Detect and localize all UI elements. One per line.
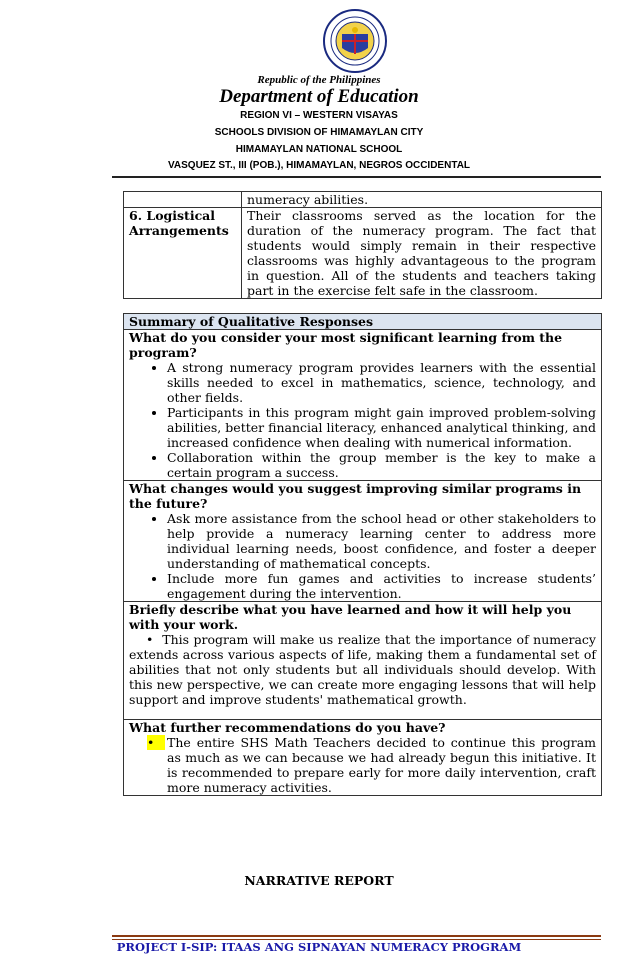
- answer-list-2: [129, 511, 596, 601]
- question-3: Briefly describe what you have learned and how it will help you with your work.: [129, 602, 572, 632]
- list-item: • Participants in this program might gain improved problem-solving abilities, better financial literacy, enhanced analytical thinking, and increased confidence when dealing with numerical information.: [167, 405, 596, 450]
- question-4: What further recommendations do you have?: [129, 720, 446, 735]
- table-row: [124, 314, 602, 330]
- list-item: [147, 735, 596, 795]
- header-divider: [112, 176, 601, 178]
- highlighted-bullet-icon: •: [147, 735, 165, 750]
- list-item: • Ask more assistance from the school head or other stakeholders to help provide a numeracy learning center to address more individual learning needs, boost confidence, and foster a deeper understanding of mathematical concepts.: [167, 511, 596, 571]
- republic-text: Republic of the Philippines: [257, 74, 381, 86]
- question-block-2: [124, 481, 602, 602]
- answer-paragraph-3: [129, 632, 596, 707]
- question-1: What do you consider your most significant learning from the program?: [129, 330, 563, 360]
- table-cell-empty: [124, 192, 242, 208]
- deped-seal-logo: [322, 8, 388, 74]
- list-item: • Include more fun games and activities to increase students’ engagement during the intervention.: [167, 571, 596, 601]
- summary-table: [123, 313, 602, 796]
- table-row: [124, 330, 602, 481]
- logistical-arrangements-text: Their classrooms served as the location for the duration of the numeracy program. The fact that students would simply remain in their respective classrooms was highly advantageous to the program in question. All of the students and teachers taking part in the exercise felt safe in the classroom.: [242, 208, 602, 299]
- table-cell-text: numeracy abilities.: [242, 192, 602, 208]
- footer-project-title: PROJECT I-SIP: ITAAS ANG SIPNAYAN NUMERACY PROGRAM: [116, 940, 522, 954]
- table-row: [124, 481, 602, 602]
- list-item: • Collaboration within the group member is the key to make a certain program a success.: [167, 450, 596, 480]
- region-text: REGION VI – WESTERN VISAYAS: [240, 110, 398, 121]
- label-line: Arrangements: [129, 223, 229, 238]
- table-row: [124, 208, 602, 299]
- answer-text-4: The entire SHS Math Teachers decided to continue this program as much as we can because we had already begun this initiative. It is recommended to prepare early for more daily intervention, craft more numeracy activities.: [167, 735, 596, 795]
- table-row: [124, 192, 602, 208]
- answer-text-3: This program will make us realize that the importance of numeracy extends across various aspects of life, making them a fundamental set of abilities that not only students but all individuals should develop. With this new perspective, we can create more engaging lessons that will help support and improve students' mathematical growth.: [129, 632, 596, 707]
- answer-list-1: [129, 360, 596, 480]
- logistical-arrangements-label: [124, 208, 242, 299]
- question-block-3: [124, 602, 602, 720]
- table-row: [124, 602, 602, 720]
- footer-rule: [112, 935, 601, 937]
- answer-list-4: [129, 735, 596, 795]
- table-row: [124, 720, 602, 796]
- question-block-1: [124, 330, 602, 481]
- school-address: VASQUEZ ST., III (POB.), HIMAMAYLAN, NEGROS OCCIDENTAL: [167, 160, 471, 171]
- bullet-icon: •: [146, 632, 163, 647]
- label-line: 6. Logistical: [129, 208, 216, 223]
- school-name: HIMAMAYLAN NATIONAL SCHOOL: [235, 144, 403, 155]
- logistics-table: [123, 191, 602, 299]
- question-2: What changes would you suggest improving similar programs in the future?: [129, 481, 582, 511]
- list-item: • A strong numeracy program provides learners with the essential skills needed to excel in mathematics, science, technology, and other fields.: [167, 360, 596, 405]
- summary-title: Summary of Qualitative Responses: [124, 314, 602, 330]
- narrative-report-label: NARRATIVE REPORT: [244, 873, 394, 888]
- question-block-4: [124, 720, 602, 796]
- division-text: SCHOOLS DIVISION OF HIMAMAYLAN CITY: [214, 127, 424, 138]
- department-title: Department of Education: [219, 86, 419, 107]
